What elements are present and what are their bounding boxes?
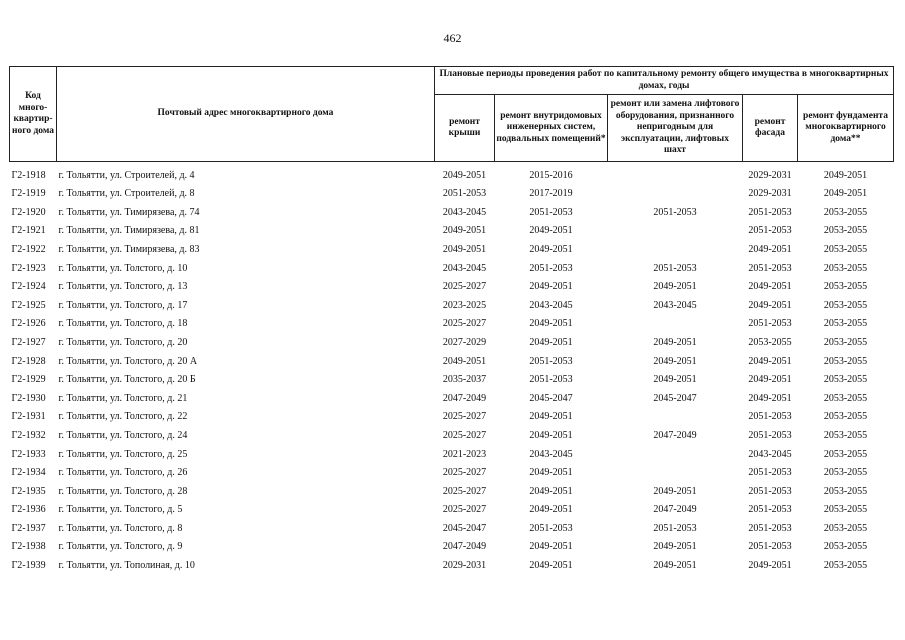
row-foundation: 2053-2055 [823,541,868,553]
row-foundation: 2053-2055 [823,299,868,311]
table-row [10,460,894,479]
row-roof: 2049-2051 [442,243,487,255]
table-row [10,552,894,571]
row-facade: 2051-2053 [748,541,792,553]
row-foundation: 2053-2055 [823,355,868,367]
row-internal-systems: 2049-2051 [529,504,573,516]
row-address: г. Тольятти, ул. Толстого, д. 20 Б [58,374,196,386]
row-facade: 2049-2051 [748,299,792,311]
row-internal-systems: 2049-2051 [529,281,573,293]
row-foundation: 2053-2055 [823,281,868,293]
row-foundation: 2053-2055 [823,429,868,441]
table-row [10,348,894,367]
row-address: г. Тольятти, ул. Толстого, д. 26 [58,467,188,479]
row-elevator [608,460,743,479]
table-row [10,218,894,237]
row-internal-systems: 2049-2051 [529,541,573,553]
row-internal-systems: 2043-2045 [529,299,573,311]
row-foundation: 2053-2055 [823,225,868,237]
row-elevator [608,441,743,460]
row-facade: 2051-2053 [748,467,792,479]
row-elevator [608,311,743,330]
table-row [10,329,894,348]
page-number: 462 [443,31,462,45]
row-facade: 2051-2053 [748,206,792,218]
row-facade: 2049-2051 [748,243,792,255]
row-internal-systems: 2049-2051 [529,467,573,479]
row-code: Г2-1939 [11,560,46,572]
row-roof: 2047-2049 [442,541,487,553]
row-code: Г2-1923 [11,262,46,274]
row-address: г. Тольятти, ул. Толстого, д. 22 [58,411,188,423]
row-code: Г2-1918 [11,169,46,181]
row-elevator: 2049-2051 [653,355,697,367]
row-foundation: 2053-2055 [823,374,868,386]
row-code: Г2-1921 [11,225,46,237]
header-facade: ремонт фасада [743,95,798,162]
row-code: Г2-1932 [11,429,46,441]
row-address: г. Тольятти, ул. Тимирязева, д. 74 [58,206,200,218]
table-row [10,422,894,441]
row-facade: 2049-2051 [748,374,792,386]
row-address: г. Тольятти, ул. Тополиная, д. 10 [58,560,195,572]
table-body [10,162,894,572]
row-foundation: 2053-2055 [823,206,868,218]
row-facade: 2051-2053 [748,262,792,274]
row-code: Г2-1936 [11,504,46,516]
row-code: Г2-1929 [11,374,46,386]
row-roof: 2025-2027 [442,504,487,516]
row-code: Г2-1922 [11,243,46,255]
table-row [10,441,894,460]
row-code: Г2-1920 [11,206,46,218]
row-foundation: 2053-2055 [823,560,868,572]
row-address: г. Тольятти, ул. Толстого, д. 20 А [58,355,198,367]
row-elevator: 2051-2053 [653,262,697,274]
row-elevator [608,162,743,181]
row-elevator: 2049-2051 [653,560,697,572]
row-address: г. Тольятти, ул. Толстого, д. 17 [58,299,188,311]
row-internal-systems: 2043-2045 [529,448,573,460]
row-internal-systems: 2051-2053 [529,522,573,534]
row-roof: 2045-2047 [442,522,487,534]
row-internal-systems: 2049-2051 [529,243,573,255]
row-elevator: 2049-2051 [653,374,697,386]
row-internal-systems: 2051-2053 [529,262,573,274]
row-foundation: 2053-2055 [823,485,868,497]
table-row [10,404,894,423]
row-elevator: 2049-2051 [653,541,697,553]
row-internal-systems: 2051-2053 [529,374,573,386]
table-row [10,181,894,200]
row-internal-systems: 2049-2051 [529,336,573,348]
row-facade: 2049-2051 [748,281,792,293]
row-roof: 2029-2031 [442,560,487,572]
header-internal-systems: ремонт внутридомовых инженерных систем, подвальных помещений* [495,95,608,162]
row-address: г. Тольятти, ул. Тимирязева, д. 81 [58,225,200,237]
row-foundation: 2053-2055 [823,411,868,423]
header-address: Почтовый адрес многоквартирного дома [57,67,435,162]
row-roof: 2047-2049 [442,392,487,404]
row-roof: 2025-2027 [442,411,487,423]
row-foundation: 2053-2055 [823,392,868,404]
row-internal-systems: 2049-2051 [529,411,573,423]
header-periods: Плановые периоды проведения работ по капитальному ремонту общего имущества в многоквартирных домах, годы [435,67,894,95]
table-row [10,497,894,516]
row-address: г. Тольятти, ул. Толстого, д. 20 [58,336,188,348]
table-row [10,534,894,553]
row-roof: 2049-2051 [442,225,487,237]
table-row [10,274,894,293]
row-internal-systems: 2049-2051 [529,318,573,330]
header-roof: ремонт крыши [435,95,495,162]
row-facade: 2049-2051 [748,355,792,367]
row-internal-systems: 2049-2051 [529,560,573,572]
row-roof: 2043-2045 [442,262,487,274]
row-foundation: 2049-2051 [823,169,868,181]
row-code: Г2-1930 [11,392,46,404]
table-row [10,199,894,218]
table-row [10,236,894,255]
row-elevator: 2049-2051 [653,485,697,497]
row-internal-systems: 2049-2051 [529,225,573,237]
row-elevator: 2043-2045 [653,299,697,311]
row-address: г. Тольятти, ул. Тимирязева, д. 83 [58,243,200,255]
row-facade: 2049-2051 [748,560,792,572]
row-roof: 2025-2027 [442,485,487,497]
header-foundation: ремонт фундамента многоквартирного дома** [798,95,894,162]
row-roof: 2025-2027 [442,467,487,479]
row-code: Г2-1931 [11,411,46,423]
table-row [10,367,894,386]
row-address: г. Тольятти, ул. Строителей, д. 8 [58,188,195,200]
repair-schedule-table [9,66,894,571]
row-facade: 2051-2053 [748,411,792,423]
row-address: г. Тольятти, ул. Толстого, д. 8 [58,522,183,534]
row-roof: 2025-2027 [442,281,487,293]
table-row [10,311,894,330]
row-code: Г2-1937 [11,522,46,534]
row-code: Г2-1938 [11,541,46,553]
row-foundation: 2053-2055 [823,318,868,330]
row-facade: 2051-2053 [748,485,792,497]
row-internal-systems: 2051-2053 [529,206,573,218]
row-code: Г2-1919 [11,188,46,200]
row-roof: 2049-2051 [442,355,487,367]
row-code: Г2-1925 [11,299,46,311]
table-row [10,292,894,311]
row-elevator: 2047-2049 [653,429,697,441]
row-internal-systems: 2017-2019 [529,188,573,200]
header-elevator: ремонт или замена лифтового оборудования, признанного непригодным для эксплуатации, лифтовых шахт [608,95,743,162]
row-address: г. Тольятти, ул. Толстого, д. 13 [58,281,188,293]
row-foundation: 2053-2055 [823,467,868,479]
row-foundation: 2053-2055 [823,522,868,534]
row-facade: 2051-2053 [748,225,792,237]
row-facade: 2051-2053 [748,522,792,534]
table-row [10,162,894,181]
row-elevator [608,218,743,237]
row-elevator: 2047-2049 [653,504,697,516]
row-foundation: 2053-2055 [823,336,868,348]
row-facade: 2053-2055 [748,336,792,348]
row-elevator [608,404,743,423]
row-roof: 2049-2051 [442,169,487,181]
row-internal-systems: 2049-2051 [529,429,573,441]
row-internal-systems: 2045-2047 [529,392,573,404]
row-code: Г2-1935 [11,485,46,497]
row-facade: 2049-2051 [748,392,792,404]
row-roof: 2027-2029 [442,336,487,348]
row-facade: 2051-2053 [748,429,792,441]
row-code: Г2-1934 [11,467,46,479]
table-header [10,67,894,162]
table-row [10,385,894,404]
row-roof: 2035-2037 [442,374,487,386]
row-internal-systems: 2049-2051 [529,485,573,497]
row-code: Г2-1927 [11,336,46,348]
row-address: г. Тольятти, ул. Толстого, д. 24 [58,429,188,441]
row-facade: 2043-2045 [748,448,792,460]
row-foundation: 2053-2055 [823,243,868,255]
row-elevator [608,181,743,200]
row-address: г. Тольятти, ул. Толстого, д. 18 [58,318,188,330]
row-code: Г2-1926 [11,318,46,330]
row-facade: 2051-2053 [748,504,792,516]
row-address: г. Тольятти, ул. Толстого, д. 28 [58,485,188,497]
row-foundation: 2053-2055 [823,262,868,274]
row-foundation: 2049-2051 [823,188,868,200]
row-code: Г2-1924 [11,281,46,293]
row-address: г. Тольятти, ул. Строителей, д. 4 [58,169,195,181]
row-facade: 2029-2031 [748,188,792,200]
row-roof: 2025-2027 [442,429,487,441]
table-row [10,478,894,497]
row-code: Г2-1933 [11,448,46,460]
header-code: Код много-квартир-ного дома [10,67,57,162]
row-roof: 2023-2025 [442,299,487,311]
row-internal-systems: 2051-2053 [529,355,573,367]
row-elevator: 2049-2051 [653,281,697,293]
row-foundation: 2053-2055 [823,448,868,460]
row-address: г. Тольятти, ул. Толстого, д. 10 [58,262,188,274]
table-row [10,515,894,534]
row-facade: 2029-2031 [748,169,792,181]
row-internal-systems: 2015-2016 [529,169,573,181]
row-elevator: 2051-2053 [653,522,697,534]
row-roof: 2051-2053 [442,188,487,200]
row-elevator: 2045-2047 [653,392,697,404]
row-elevator [608,236,743,255]
row-elevator: 2051-2053 [653,206,697,218]
row-roof: 2021-2023 [442,448,487,460]
row-elevator: 2049-2051 [653,336,697,348]
row-address: г. Тольятти, ул. Толстого, д. 25 [58,448,188,460]
row-address: г. Тольятти, ул. Толстого, д. 5 [58,504,183,516]
table-row [10,255,894,274]
row-address: г. Тольятти, ул. Толстого, д. 21 [58,392,188,404]
row-address: г. Тольятти, ул. Толстого, д. 9 [58,541,183,553]
row-facade: 2051-2053 [748,318,792,330]
row-code: Г2-1928 [11,355,46,367]
row-foundation: 2053-2055 [823,504,868,516]
row-roof: 2025-2027 [442,318,487,330]
row-roof: 2043-2045 [442,206,487,218]
